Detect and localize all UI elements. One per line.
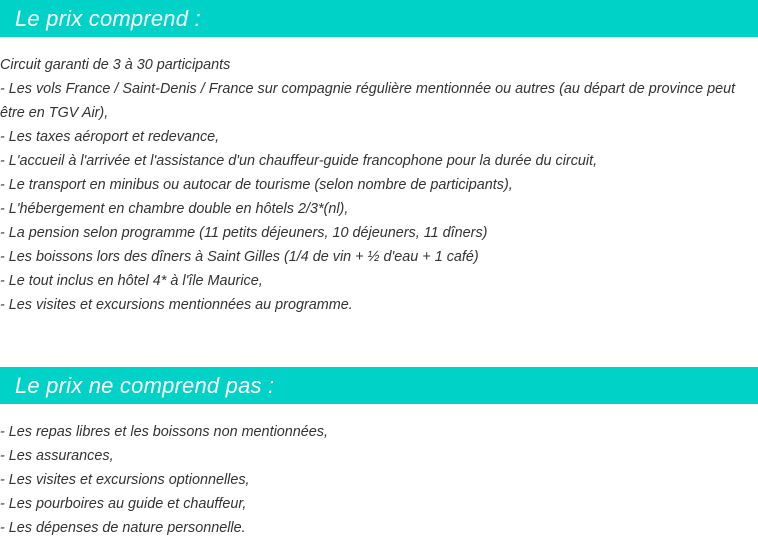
list-item: - Le tout inclus en hôtel 4* à l'île Maurice,: [0, 273, 263, 289]
excluded-title: Le prix ne comprend pas :: [15, 372, 275, 398]
list-item: - Les vols France / Saint-Denis / France sur compagnie régulière mentionnée ou autres (au départ de province peut être en TGV Air),: [0, 81, 736, 121]
list-item: - Les visites et excursions optionnelles,: [0, 472, 250, 488]
included-section-header: [0, 0, 758, 37]
list-item: - Les repas libres et les boissons non mentionnées,: [0, 424, 328, 440]
list-item: - Le transport en minibus ou autocar de tourisme (selon nombre de participants),: [0, 177, 513, 193]
list-item: - Les taxes aéroport et redevance,: [0, 129, 220, 145]
excluded-list: [0, 420, 750, 540]
list-item: - Les dépenses de nature personnelle.: [0, 520, 246, 536]
included-title: Le prix comprend :: [15, 5, 201, 31]
list-item: - L'hébergement en chambre double en hôtels 2/3*(nl),: [0, 201, 349, 217]
list-item: - Les boissons lors des dîners à Saint Gilles (1/4 de vin + ½ d'eau + 1 café): [0, 249, 479, 265]
excluded-section-header: [0, 367, 758, 404]
list-item: - Les pourboires au guide et chauffeur,: [0, 496, 247, 512]
list-item: - Les visites et excursions mentionnées au programme.: [0, 297, 353, 313]
included-list: [0, 53, 750, 317]
list-item: Circuit garanti de 3 à 30 participants: [0, 57, 231, 73]
list-item: - Les assurances,: [0, 448, 114, 464]
list-item: - L'accueil à l'arrivée et l'assistance d'un chauffeur-guide francophone pour la durée du circuit,: [0, 153, 598, 169]
list-item: - La pension selon programme (11 petits déjeuners, 10 déjeuners, 11 dîners): [0, 225, 488, 241]
